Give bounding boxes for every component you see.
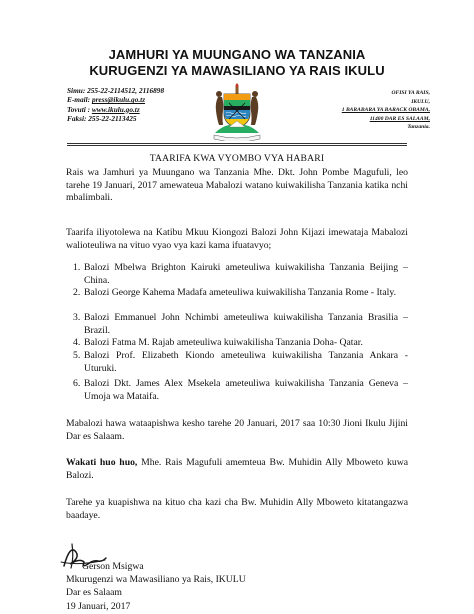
- postal-line: 11400 DAR ES SALAAM,: [369, 115, 430, 122]
- website-link[interactable]: www.ikulu.go.tz: [91, 104, 140, 114]
- coat-of-arms-emblem: [209, 83, 265, 141]
- header-divider-bottom: [67, 145, 407, 146]
- signatory-title: Mkurugenzi wa Mawasiliano ya Rais, IKULU: [66, 574, 246, 586]
- paragraph-additional-appointment: [66, 457, 408, 482]
- list-number: 1.: [73, 262, 81, 273]
- email-link[interactable]: press@ikulu.go.tz: [91, 95, 146, 105]
- meanwhile-phrase: Wakati huo huo,: [66, 457, 138, 468]
- office-line: OFISI YA RAIS,: [391, 90, 430, 96]
- list-text: Balozi Prof. Elizabeth Kiondo ameteuliwa kuiwakilisha Tanzania Ankara - Uturuki.: [84, 350, 408, 374]
- signatory-block: [66, 560, 246, 613]
- additional-appointment-text: Mhe. Rais Magufuli amemteua Bw. Muhidin Ally Mboweto kuwa Balozi.: [66, 457, 408, 481]
- list-text: Balozi Dkt. James Alex Msekela ameteuliwa kuiwakilisha Tanzania Geneva – Umoja wa Mataifa.: [84, 378, 408, 402]
- list-number: 4.: [73, 337, 81, 348]
- list-number: 2.: [73, 287, 81, 298]
- signatory-name: Gerson Msigwa: [82, 561, 144, 572]
- list-number: 3.: [73, 312, 81, 323]
- contact-details-left: [67, 86, 164, 123]
- fax-line: Faksi: 255-22-2113425: [67, 113, 137, 123]
- list-text: Balozi Emmanuel John Nchimbi ameteuliwa kuiwakilisha Tanzania Brasilia – Brazil.: [84, 312, 408, 336]
- website-label: Tovuti :: [67, 104, 92, 114]
- header-directorate-title: KURUGENZI YA MAWASILIANO YA RAIS IKULU: [89, 63, 385, 78]
- paragraph-swearing-in: Mabalozi hawa wataapishwa kesho tarehe 20 Januari, 2017 saa 10:30 Jioni Ikulu Jijini Dar es Salaam.: [66, 418, 408, 442]
- signatory-date: 19 Januari, 2017: [66, 600, 131, 612]
- paragraph-statement: Taarifa iliyotolewa na Katibu Mkuu Kiongozi Balozi John Kijazi imewataja Mabalozi walioteuliwa na vituo vyao vya kazi kama ifuatavyo;: [66, 227, 408, 251]
- list-text: Balozi Mbelwa Brighton Kairuki ameteuliwa kuiwakilisha Tanzania Beijing – China.: [84, 262, 408, 286]
- paragraph-pending-date: Tarehe ya kuapishwa na kituo cha kazi cha Bw. Muhidin Ally Mboweto kitatangazwa baadaye.: [66, 497, 408, 521]
- signatory-place: Dar es Salaam: [66, 587, 122, 599]
- list-text: Balozi George Kahema Madafa ameteuliwa kuiwakilisha Tanzania Rome - Italy.: [84, 287, 396, 298]
- list-text: Balozi Fatma M. Rajab ameteuliwa kuiwakilisha Tanzania Doha- Qatar.: [84, 337, 363, 348]
- paragraph-appointment: Rais wa Jamhuri ya Muungano wa Tanzania Mhe. Dkt. John Pombe Magufuli, leo tarehe 19 Januari, 2017 amewateua Mabalozi watano kuiwakilisha Tanzania katika nchi mbalimbali.: [66, 167, 408, 204]
- email-label: E-mail:: [67, 95, 92, 105]
- header-divider-top: [67, 143, 407, 144]
- phone-line: Simu: 255-22-2114512, 2116898: [67, 86, 165, 95]
- ikulu-line: IKULU,: [411, 98, 430, 105]
- list-number: 5.: [73, 350, 81, 361]
- country-line: Tanzania.: [407, 124, 430, 131]
- list-number: 6.: [73, 378, 81, 389]
- document-heading: TAARIFA KWA VYOMBO VYA HABARI: [149, 153, 325, 164]
- header-country-title: JAMHURI YA MUUNGANO WA TANZANIA: [108, 47, 366, 62]
- website-line: [67, 105, 164, 114]
- email-line: [67, 95, 164, 104]
- street-line: 1 BARABARA YA BARACK OBAMA,: [341, 107, 430, 114]
- contact-details-right: [342, 89, 430, 132]
